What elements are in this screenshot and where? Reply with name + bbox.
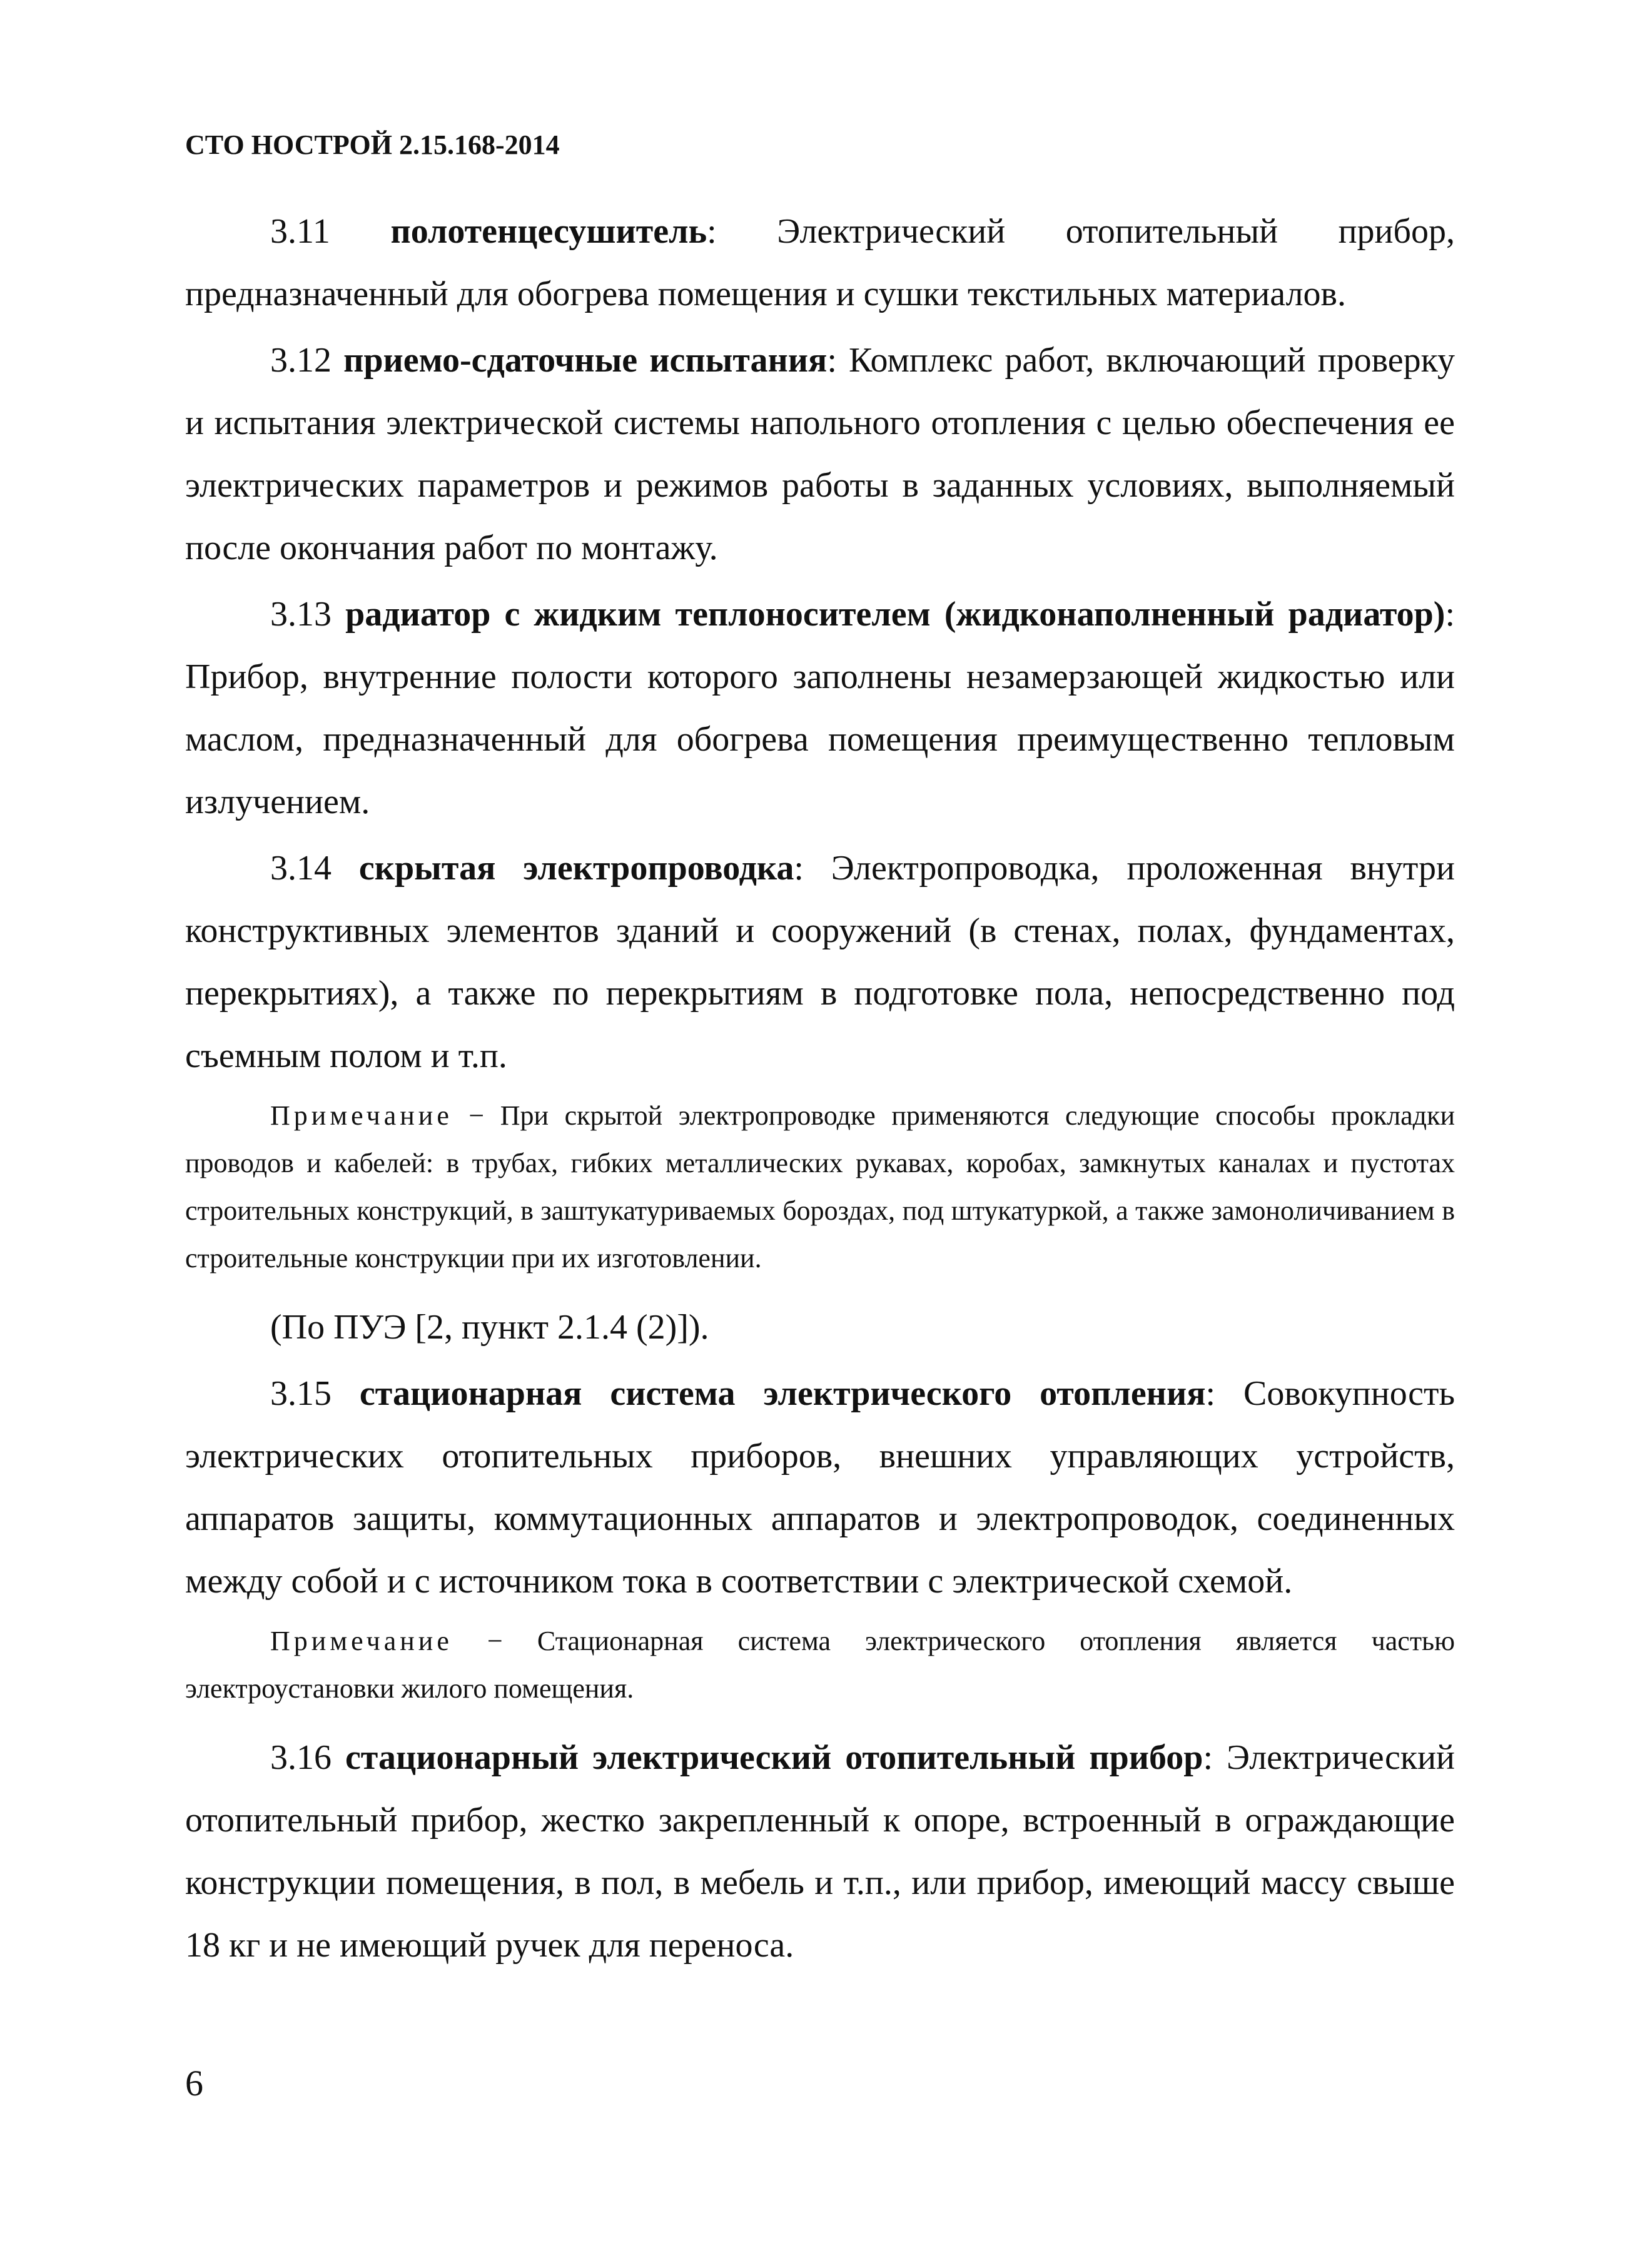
term-name: стационарный электрический отопительный прибор [345,1738,1203,1777]
term-number: 3.16 [270,1738,332,1777]
term-definition: : Электрический отопительный прибор, предназначенный для обогрева помещения и сушки текстильных материалов. [185,212,1455,313]
term-name: стационарная система электрического отопления [359,1374,1206,1413]
term-name: скрытая электропроводка [358,849,794,888]
term-number: 3.14 [270,849,332,888]
note-3-15 [185,1617,1455,1713]
term-number: 3.11 [270,212,330,251]
term-number: 3.13 [270,595,332,634]
term-name: полотенцесушитель [390,212,707,251]
note-label: Примечание [270,1626,453,1656]
term-entry-3-11 [185,200,1455,325]
term-entry-3-12 [185,329,1455,579]
note-label: Примечание [270,1100,453,1131]
term-definition: : Совокупность электрических отопительных приборов, внешних управляющих устройств, аппаратов защиты, коммутационных аппаратов и электропроводок, соединенных между собой и с источником тока в соответствии с электрической схемой. [185,1374,1455,1601]
term-entry-3-16 [185,1726,1455,1977]
term-number: 3.15 [270,1374,332,1413]
term-entry-3-14 [185,837,1455,1087]
terms-section [185,200,1455,1980]
document-code-header: СТО НОСТРОЙ 2.15.168-2014 [185,129,560,160]
term-definition: : Электропроводка, проложенная внутри конструктивных элементов зданий и сооружений (в стенах, полах, фундаментах, перекрытиях), а также по перекрытиям в подготовке пола, непосредственно под съемным полом и т.п. [185,849,1455,1075]
term-name: приемо-сдаточные испытания [343,341,828,380]
note-3-14 [185,1092,1455,1282]
term-definition: : Прибор, внутренние полости которого заполнены незамерзающей жидкостью или маслом, предназначенный для обогрева помещения преимущественно тепловым излучением. [185,595,1455,821]
note-text: − Стационарная система электрического отопления является частью электроустановки жилого помещения. [185,1626,1455,1704]
term-name: радиатор с жидким теплоносителем (жидконаполненный радиатор) [345,595,1445,634]
note-text: − При скрытой электропроводке применяются следующие способы прокладки проводов и кабелей: в трубах, гибких металлических рукавах, коробах, замкнутых каналах и пустотах строительных конструкций, в заштукатуриваемых бороздах, под штукатуркой, а также замоноличиванием в строительные конструкции при их изготовлении. [185,1100,1455,1273]
term-definition: : Комплекс работ, включающий проверку и испытания электрической системы напольного отопления с целью обеспечения ее электрических параметров и режимов работы в заданных условиях, выполняемый после окончания работ по монтажу. [185,341,1455,567]
source-reference: (По ПУЭ [2, пункт 2.1.4 (2)]). [270,1308,709,1347]
term-definition: : Электрический отопительный прибор, жестко закрепленный к опоре, встроенный в ограждающие конструкции помещения, в пол, в мебель и т.п., или прибор, имеющий массу свыше 18 кг и не имеющий ручек для переноса. [185,1738,1455,1965]
term-entry-3-13 [185,583,1455,833]
term-number: 3.12 [270,341,332,380]
page-number: 6 [185,2063,203,2103]
term-entry-3-15 [185,1362,1455,1612]
